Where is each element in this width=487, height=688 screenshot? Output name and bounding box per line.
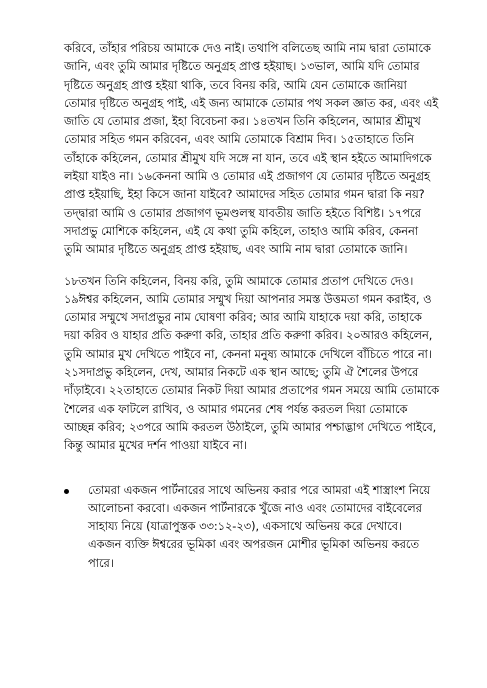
instruction-text: তোমরা একজন পার্টনারের সাথে অভিনয় করার পরে আমরা এই শাস্ত্রাংশ নিয়ে আলোচনা করবো। একজন পার্টনারকে খুঁজে নাও এবং তোমাদের বাইবেলের সাহায্য নিয়ে (যাত্রাপুস্তক ৩৩:১২-২৩), একসাথে অভিনয় করে দেখাবে। একজন ব্যক্তি ঈশ্বরের ভূমিকা এবং অপরজন মোশীর ভূমিকা অভিনয় করতে পারে। xyxy=(88,483,431,570)
list-item xyxy=(64,482,439,573)
bullet-icon xyxy=(64,489,69,494)
scripture-paragraph-2: ১৮তখন তিনি কহিলেন, বিনয় করি, তুমি আমাকে তোমার প্রতাপ দেখিতে দেও। ১৯ঈশ্বর কহিলেন, আমি তোমার সম্মুখ দিয়া আপনার সমস্ত উত্তমতা গমন করাইব, ও তোমার সম্মুখে সদাপ্রভুর নাম ঘোষণা করিব; আর আমি যাহাকে দয়া করি, তাহাকে দয়া করিব ও যাহার প্রতি করুণা করি, তাহার প্রতি করুণা করিব। ২০আরও কহিলেন, তুমি আমার মুখ দেখিতে পাইবে না, কেননা মনুষ্য আমাকে দেখিলে বাঁচিতে পারে না। ২১সদাপ্রভু কহিলেন, দেখ, আমার নিকটে এক স্থান আছে; তুমি ঐ শৈলের উপরে দাঁড়াইবে। ২২তাহাতে তোমার নিকট দিয়া আমার প্রতাপের গমন সময়ে আমি তোমাকে শৈলের এক ফাটলে রাখিব, ও আমার গমনের শেষ পর্যন্ত করতল দিয়া তোমাকে আচ্ছন্ন করিব; ২৩পরে আমি করতল উঠাইলে, তুমি আমার পশ্চাদ্ভাগ দেখিতে পাইবে, কিন্তু আমার মুখের দর্শন পাওয়া যাইবে না। xyxy=(64,274,440,453)
instruction-list xyxy=(64,482,439,573)
document-page xyxy=(64,40,439,573)
scripture-paragraph-1: করিবে, তাঁহার পরিচয় আমাকে দেও নাই। তথাপি বলিতেছ আমি নাম দ্বারা তোমাকে জানি, এবং তুমি আমার দৃষ্টিতে অনুগ্রহ প্রাপ্ত হইয়াছ। ১৩ভাল, আমি যদি তোমার দৃষ্টিতে অনুগ্রহ প্রাপ্ত হইয়া থাকি, তবে বিনয় করি, আমি যেন তোমাকে জানিয়া তোমার দৃষ্টিতে অনুগ্রহ পাই, এই জন্য আমাকে তোমার পথ সকল জ্ঞাত কর, এবং এই জাতি যে তোমার প্রজা, ইহা বিবেচনা কর। ১৪তখন তিনি কহিলেন, আমার শ্রীমুখ তোমার সহিত গমন করিবেন, এবং আমি তোমাকে বিশ্রাম দিব। ১৫তাহাতে তিনি তাঁহাকে কহিলেন, তোমার শ্রীমুখ যদি সঙ্গে না যান, তবে এই স্থান হইতে আমাদিগকে লইয়া যাইও না। ১৬কেননা আমি ও তোমার এই প্রজাগণ যে তোমার দৃষ্টিতে অনুগ্রহ প্রাপ্ত হইয়াছি, ইহা কিসে জানা যাইবে? আমাদের সহিত তোমার গমন দ্বারা কি নয়? তদ্দ্বারা আমি ও তোমার প্রজাগণ ভূমণ্ডলস্থ যাবতীয় জাতি হইতে বিশিষ্ট। ১৭পরে সদাপ্রভু মোশিকে কহিলেন, এই যে কথা তুমি কহিলে, তাহাও আমি করিব, কেননা তুমি আমার দৃষ্টিতে অনুগ্রহ প্রাপ্ত হইয়াছ, এবং আমি নাম দ্বারা তোমাকে জানি। xyxy=(64,42,439,257)
